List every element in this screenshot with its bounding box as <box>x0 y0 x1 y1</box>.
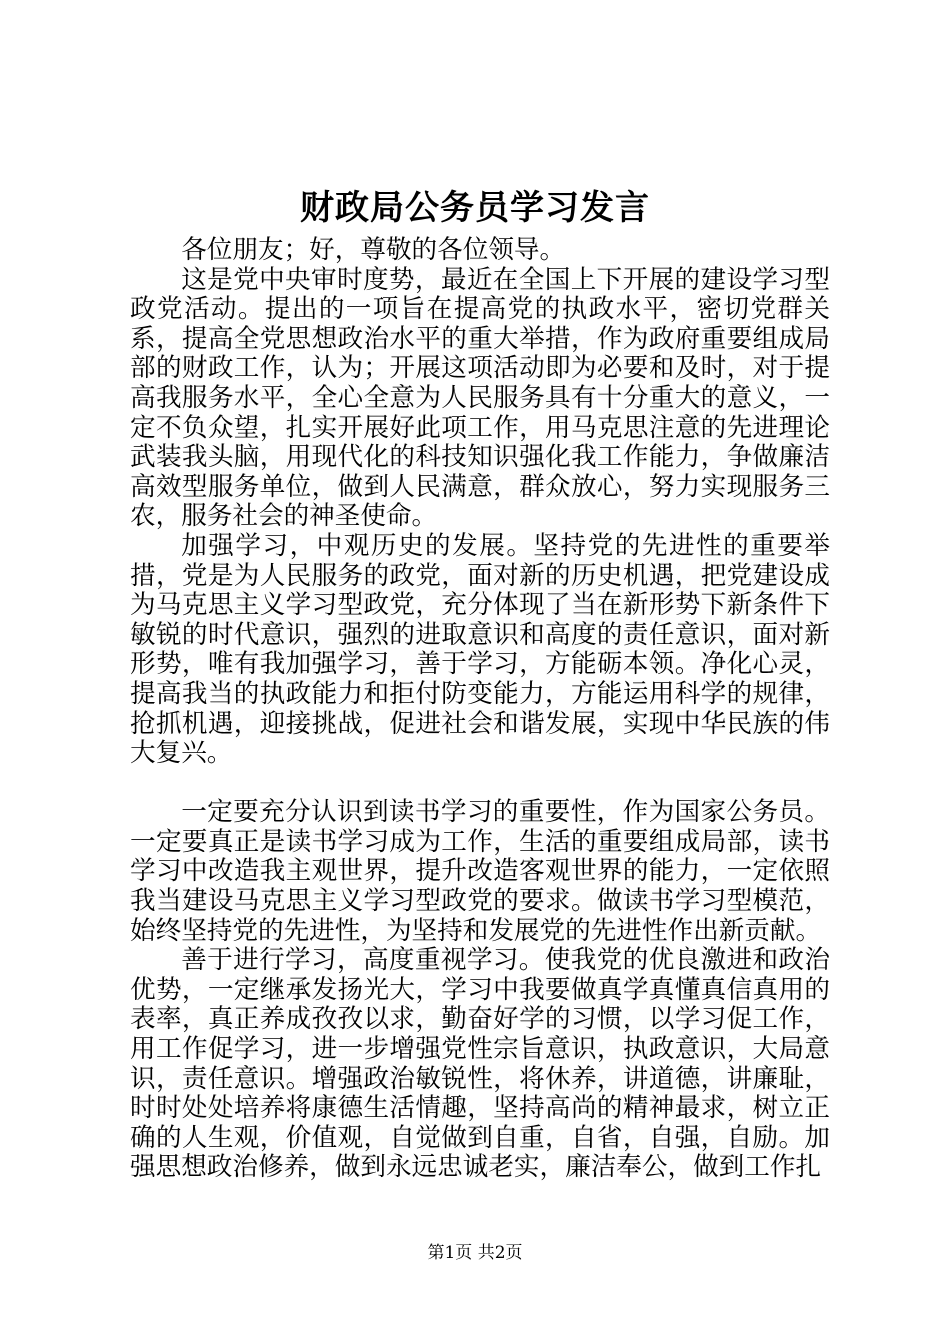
paragraph-spacer <box>130 769 830 799</box>
paragraph-1: 这是党中央审时度势，最近在全国上下开展的建设学习型政党活动。提出的一项旨在提高党的执政水平，密切党群关系，提高全党思想政治水平的重大举措，作为政府重要组成局部的财政工作，认为；开展这项活动即为必要和及时，对于提高我服务水平，全心全意为人民服务具有十分重大的意义，一定不负众望，扎实开展好此项工作，用马克思注意的先进理论武装我头脑，用现代化的科技知识强化我工作能力，争做廉洁高效型服务单位，做到人民满意，群众放心，努力实现服务三农，服务社会的神圣使命。 <box>130 264 830 532</box>
page-footer: 第1页 共2页 <box>427 1243 523 1263</box>
paragraph-4: 善于进行学习，高度重视学习。使我党的优良激进和政治优势，一定继承发扬光大，学习中我要做真学真懂真信真用的表率，真正养成孜孜以求，勤奋好学的习惯，以学习促工作，用工作促学习，进一步增强党性宗旨意识，执政意识，大局意识，责任意识。增强政治敏锐性，将休养，讲道德，讲廉耻，时时处处培养将康德生活情趣，坚持高尚的精神最求，树立正确的人生观，价值观，自觉做到自重，自省，自强，自励。加强思想政治修养，做到永远忠诚老实，廉洁奉公，做到工作扎 <box>130 945 830 1183</box>
paragraph-2: 加强学习，中观历史的发展。坚持党的先进性的重要举措，党是为人民服务的政党，面对新的历史机遇，把党建设成为马克思主义学习型政党，充分体现了当在新形势下新条件下敏锐的时代意识，强烈的进取意识和高度的责任意识，面对新形势，唯有我加强学习，善于学习，方能砺本领。净化心灵，提高我当的执政能力和拒付防变能力，方能运用科学的规律，抢抓机遇，迎接挑战，促进社会和谐发展，实现中华民族的伟大复兴。 <box>130 530 830 769</box>
document-title: 财政局公务员学习发言 <box>300 188 650 228</box>
document-body <box>130 236 830 1183</box>
paragraph-3: 一定要充分认识到读书学习的重要性，作为国家公务员。一定要真正是读书学习成为工作，生活的重要组成局部，读书学习中改造我主观世界，提升改造客观世界的能力，一定依照我当建设马克思主义学习型政党的要求。做读书学习型模范，始终坚持党的先进性，为坚持和发展党的先进性作出新贡献。 <box>130 797 830 946</box>
paragraph-greeting: 各位朋友；好，尊敬的各位领导。 <box>181 235 566 265</box>
